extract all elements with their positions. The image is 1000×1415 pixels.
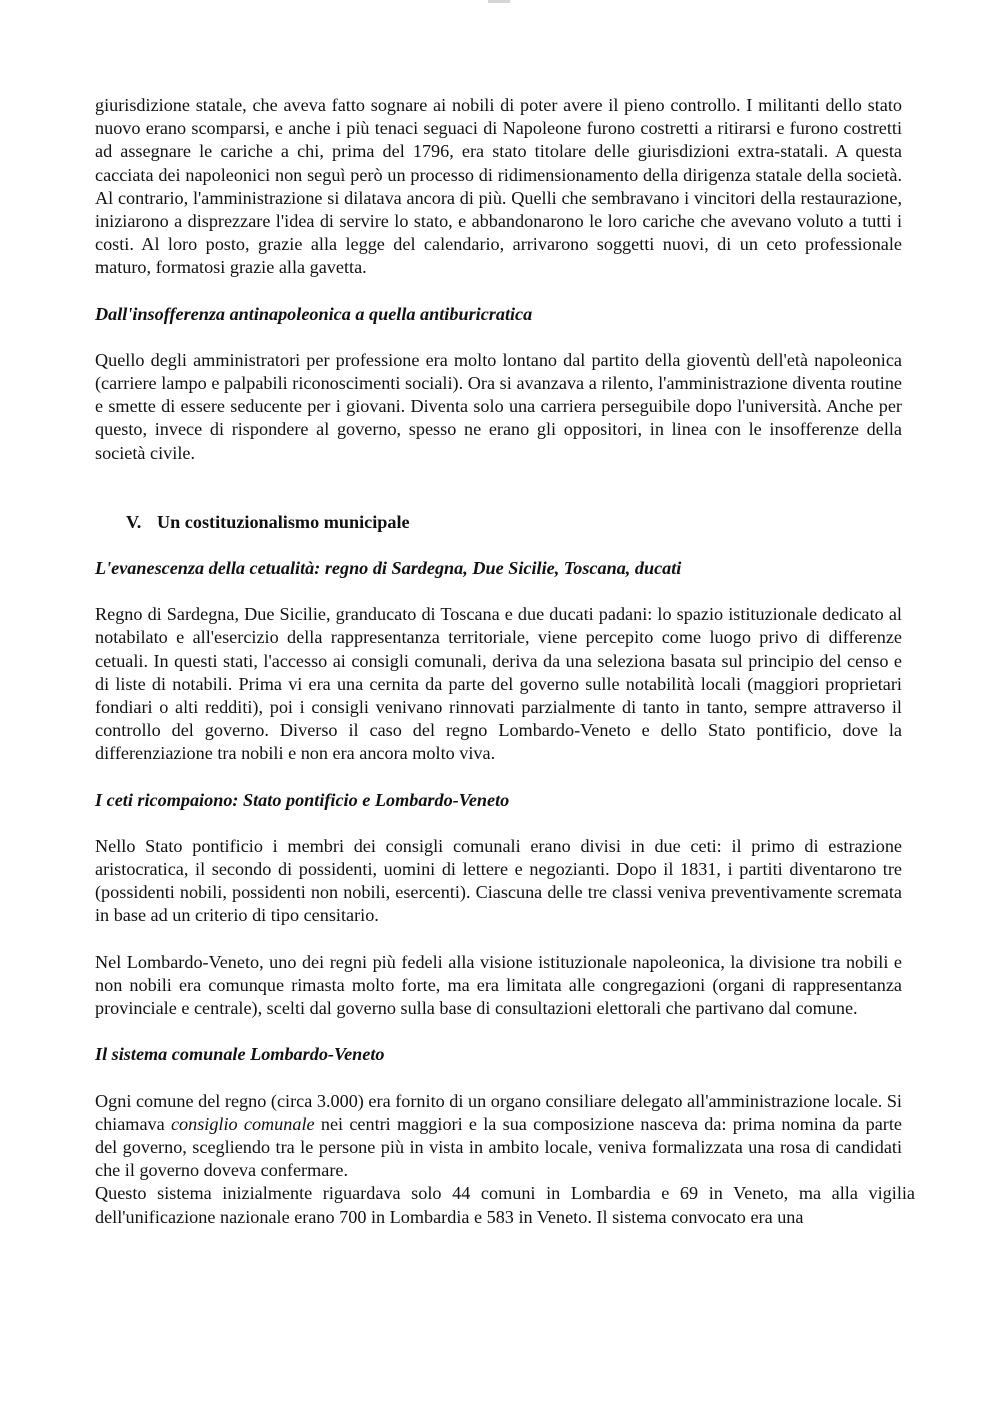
paragraph: giurisdizione statale, che aveva fatto sognare ai nobili di poter avere il pieno controllo. I militanti dello stato nuovo erano scomparsi, e anche i più tenaci seguaci di Napoleone furono costretti a ritirarsi e furono costretti ad assegnare le cariche a chi, prima del 1796, era stato titolare delle giurisdizioni extra-statali. A questa cacciata dei napoleonici non seguì però un processo di ridimensionamento della dirigenza statale della società. Al contrario, l'amministrazione si dilatava ancora di più. Quelli che sembravano i vincitori della restaurazione, iniziarono a disprezzare l'idea di servire lo stato, e abbandonarono le loro cariche che avevano voluto a tutti i costi. Al loro posto, grazie alla legge del calendario, arrivarono soggetti nuovi, di un ceto professionale maturo, formatosi grazie alla gavetta. xyxy=(95,95,902,278)
paragraph xyxy=(95,1090,902,1183)
document-page xyxy=(95,94,915,1229)
paragraph: Quello degli amministratori per professione era molto lontano dal partito della gioventù dell'età napoleonica (carriere lampo e palpabili riconoscimenti sociali). Ora si avanzava a rilento, l'amministrazione diventa routine e smette di essere seducente per i giovani. Diventa solo una carriera perseguibile dopo l'università. Anche per questo, invece di rispondere al governo, spesso ne erano gli oppositori, in linea con le insofferenze della società civile. xyxy=(95,349,902,463)
subsection-heading: Dall'insofferenza antinapoleonica a quella antiburicratica xyxy=(95,303,533,324)
paragraph: Regno di Sardegna, Due Sicilie, granducato di Toscana e due ducati padani: lo spazio istituzionale dedicato al notabilato e all'esercizio della rappresentanza territoriale, viene percepito come luogo privo di differenze cetuali. In questi stati, l'accesso ai consigli comunali, deriva da una seleziona basata sul principio del censo e di liste di notabili. Prima vi era una cernita da parte del governo sulle notabilità locali (maggiori proprietari fondiari o alti redditi), poi i consigli venivano rinnovati parzialmente di tanto in tanto, sempre attraverso il controllo del governo. Diverso il caso del regno Lombardo-Veneto e dello Stato pontificio, dove la differenziazione tra nobili e non era ancora molto viva. xyxy=(95,604,902,764)
subsection-heading: Il sistema comunale Lombardo-Veneto xyxy=(95,1044,385,1065)
emphasized-term: consiglio comunale xyxy=(170,1113,315,1134)
paragraph: Questo sistema inizialmente riguardava solo 44 comuni in Lombardia e 69 in Veneto, ma alla vigilia dell'unificazione nazionale erano 700 in Lombardia e 583 in Veneto. Il sistema convocato era una xyxy=(95,1183,915,1227)
paragraph: Nel Lombardo-Veneto, uno dei regni più fedeli alla visione istituzionale napoleonica, la divisione tra nobili e non nobili era comunque rimasta molto forte, ma era limitata alle congregazioni (organi di rappresentanza provinciale e centrale), scelti dal governo sulla base di consultazioni elettorali che partivano dal comune. xyxy=(95,951,902,1019)
header-mark xyxy=(488,0,510,3)
paragraph: Nello Stato pontificio i membri dei consigli comunali erano divisi in due ceti: il primo di estrazione aristocratica, il secondo di possidenti, uomini di lettere e negozianti. Dopo il 1831, i partiti diventarono tre (possidenti nobili, possidenti non nobili, esercenti). Ciascuna delle tre classi veniva preventivamente scremata in base ad un criterio di tipo censitario. xyxy=(95,835,902,926)
subsection-heading: I ceti ricompaiono: Stato pontificio e Lombardo-Veneto xyxy=(95,789,510,810)
subsection-heading: L'evanescenza della cetualità: regno di Sardegna, Due Sicilie, Toscana, ducati xyxy=(95,558,682,579)
paragraph-text: Ogni comune del regno (circa 3.000) era fornito di un organo consiliare delegato all'amministrazione locale. Si chiamava xyxy=(95,1090,902,1134)
section-number: V. xyxy=(126,511,142,532)
section-heading xyxy=(95,511,902,534)
paragraph-text: nei centri maggiori e la sua composizione nasceva da: prima nomina da parte del governo, scegliendo tra le persone più in vista in ambito locale, veniva formalizzata una rosa di candidati che il governo doveva confermare. xyxy=(95,1113,902,1181)
section-title: Un costituzionalismo municipale xyxy=(157,511,410,532)
